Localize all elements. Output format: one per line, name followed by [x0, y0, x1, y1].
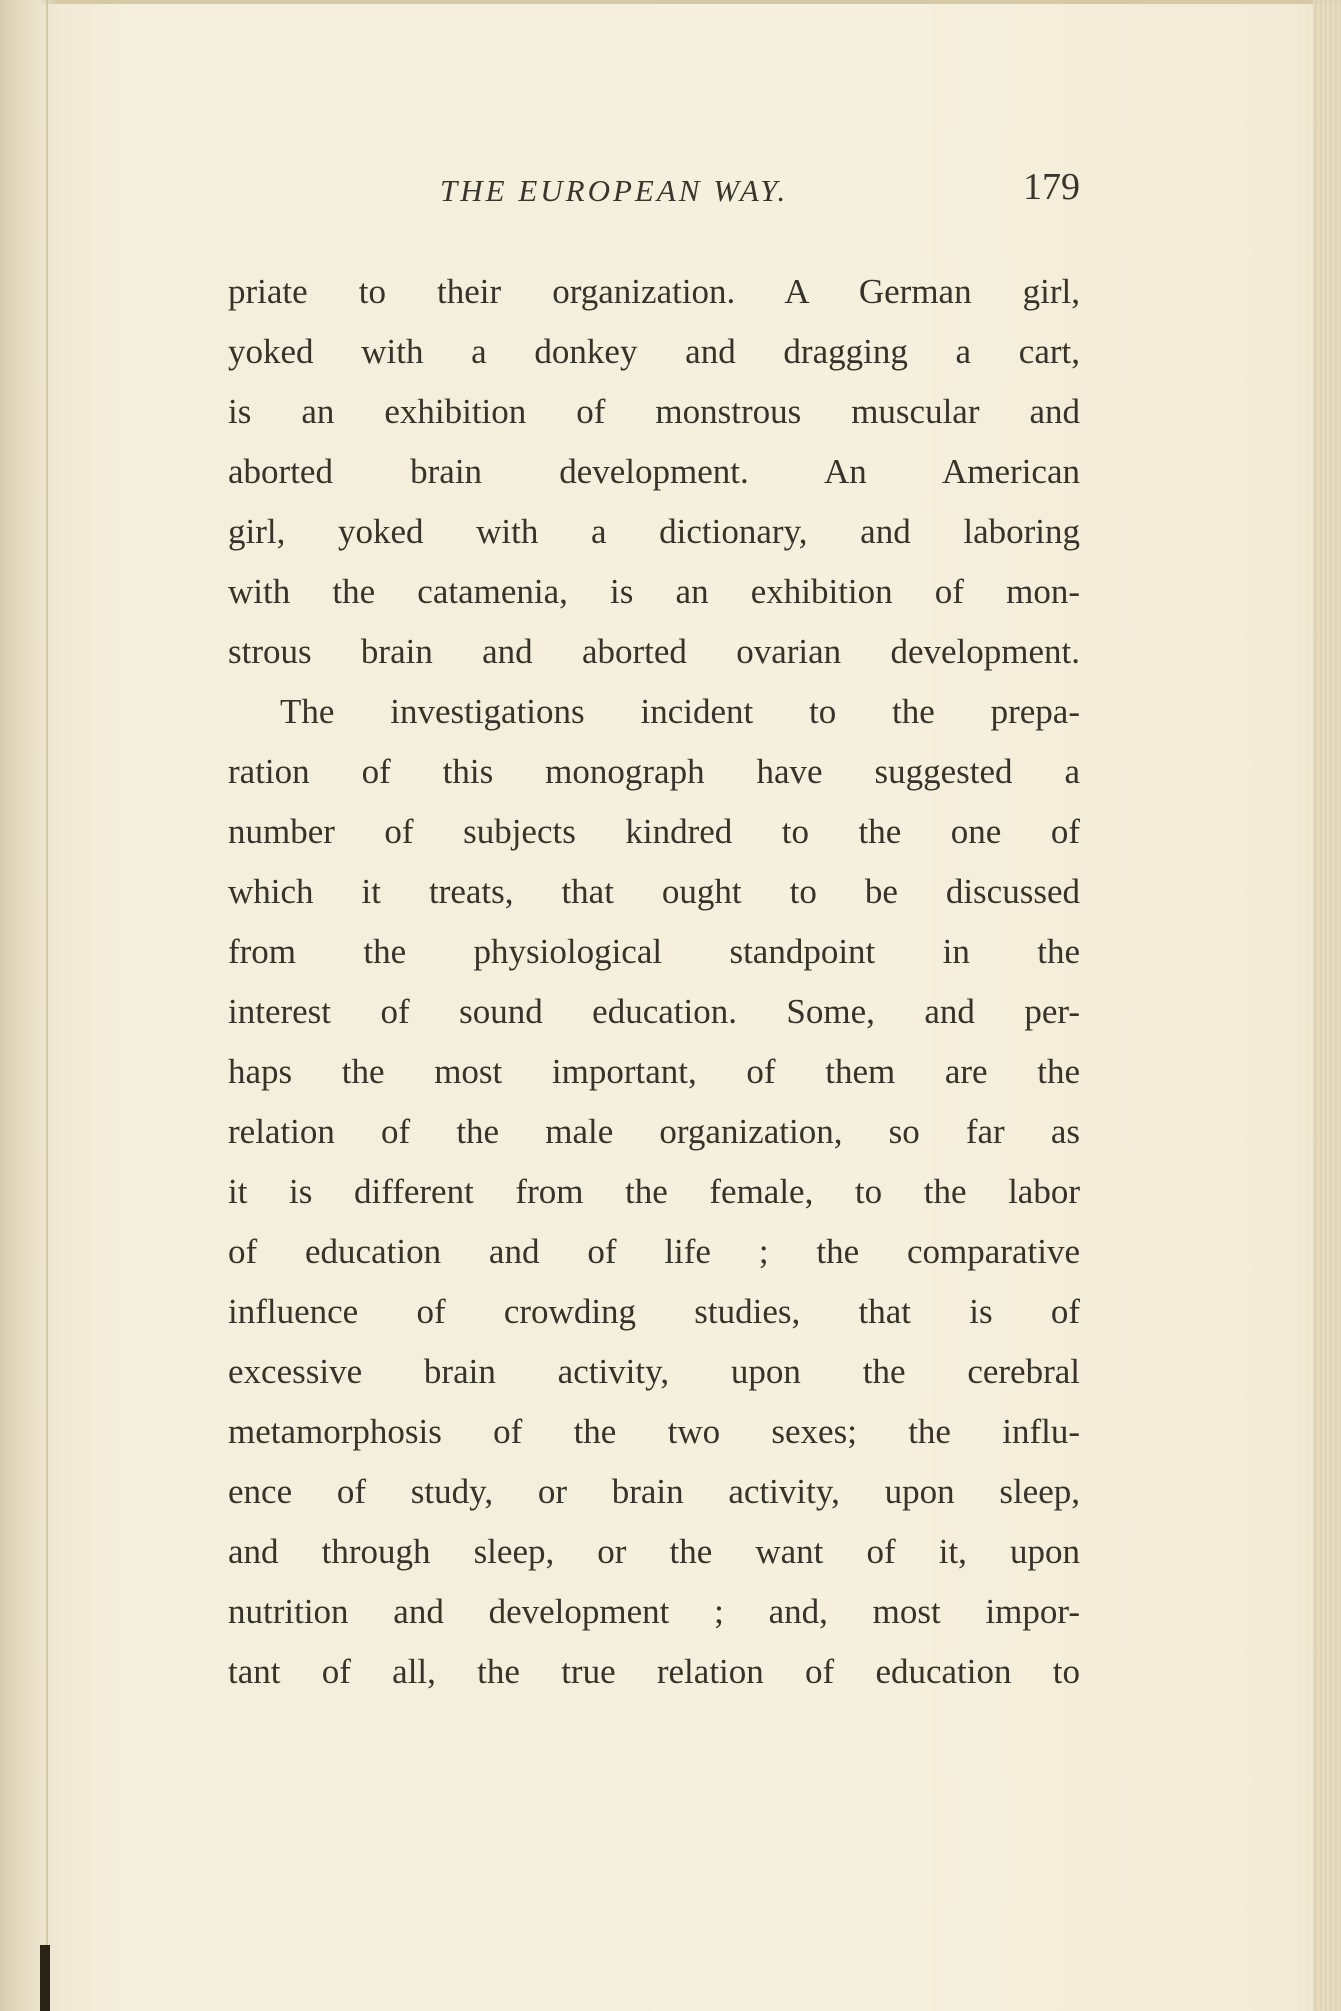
text-line: yoked with a donkey and dragging a cart,	[228, 332, 1080, 371]
binding-gutter	[0, 0, 58, 2011]
text-line: it is different from the female, to the labor	[228, 1172, 1080, 1211]
page-top-edge	[0, 0, 1341, 4]
text-line: which it treats, that ought to be discussed	[228, 872, 1080, 911]
text-line: from the physiological standpoint in the	[228, 932, 1080, 971]
text-line: relation of the male organization, so far as	[228, 1112, 1080, 1151]
page-number: 179	[1023, 166, 1080, 208]
text-line: nutrition and development ; and, most impor-	[228, 1592, 1080, 1631]
text-line: ence of study, or brain activity, upon sleep,	[228, 1472, 1080, 1511]
page-edges	[1313, 0, 1341, 2011]
text-line: with the catamenia, is an exhibition of mon-	[228, 572, 1080, 611]
body-text	[228, 262, 1080, 1702]
paragraph-start-line: The investigations incident to the prepa-	[280, 692, 1080, 731]
text-line: strous brain and aborted ovarian development.	[228, 632, 1080, 671]
text-line: is an exhibition of monstrous muscular and	[228, 392, 1080, 431]
text-line: of education and of life ; the comparative	[228, 1232, 1080, 1271]
text-line: tant of all, the true relation of education to	[228, 1652, 1080, 1691]
text-line: and through sleep, or the want of it, upon	[228, 1532, 1080, 1571]
text-line: influence of crowding studies, that is of	[228, 1292, 1080, 1331]
text-line: haps the most important, of them are the	[228, 1052, 1080, 1091]
running-head	[440, 165, 1080, 225]
text-line: ration of this monograph have suggested a	[228, 752, 1080, 791]
binding-shadow	[40, 1945, 50, 2011]
gutter-fold-line	[46, 0, 48, 2011]
text-line: excessive brain activity, upon the cerebral	[228, 1352, 1080, 1391]
text-line: girl, yoked with a dictionary, and laboring	[228, 512, 1080, 551]
running-title: THE EUROPEAN WAY.	[440, 173, 789, 208]
text-line: interest of sound education. Some, and per-	[228, 992, 1080, 1031]
text-line: number of subjects kindred to the one of	[228, 812, 1080, 851]
text-line: priate to their organization. A German girl,	[228, 272, 1080, 311]
text-line: metamorphosis of the two sexes; the influ-	[228, 1412, 1080, 1451]
text-line: aborted brain development. An American	[228, 452, 1080, 491]
